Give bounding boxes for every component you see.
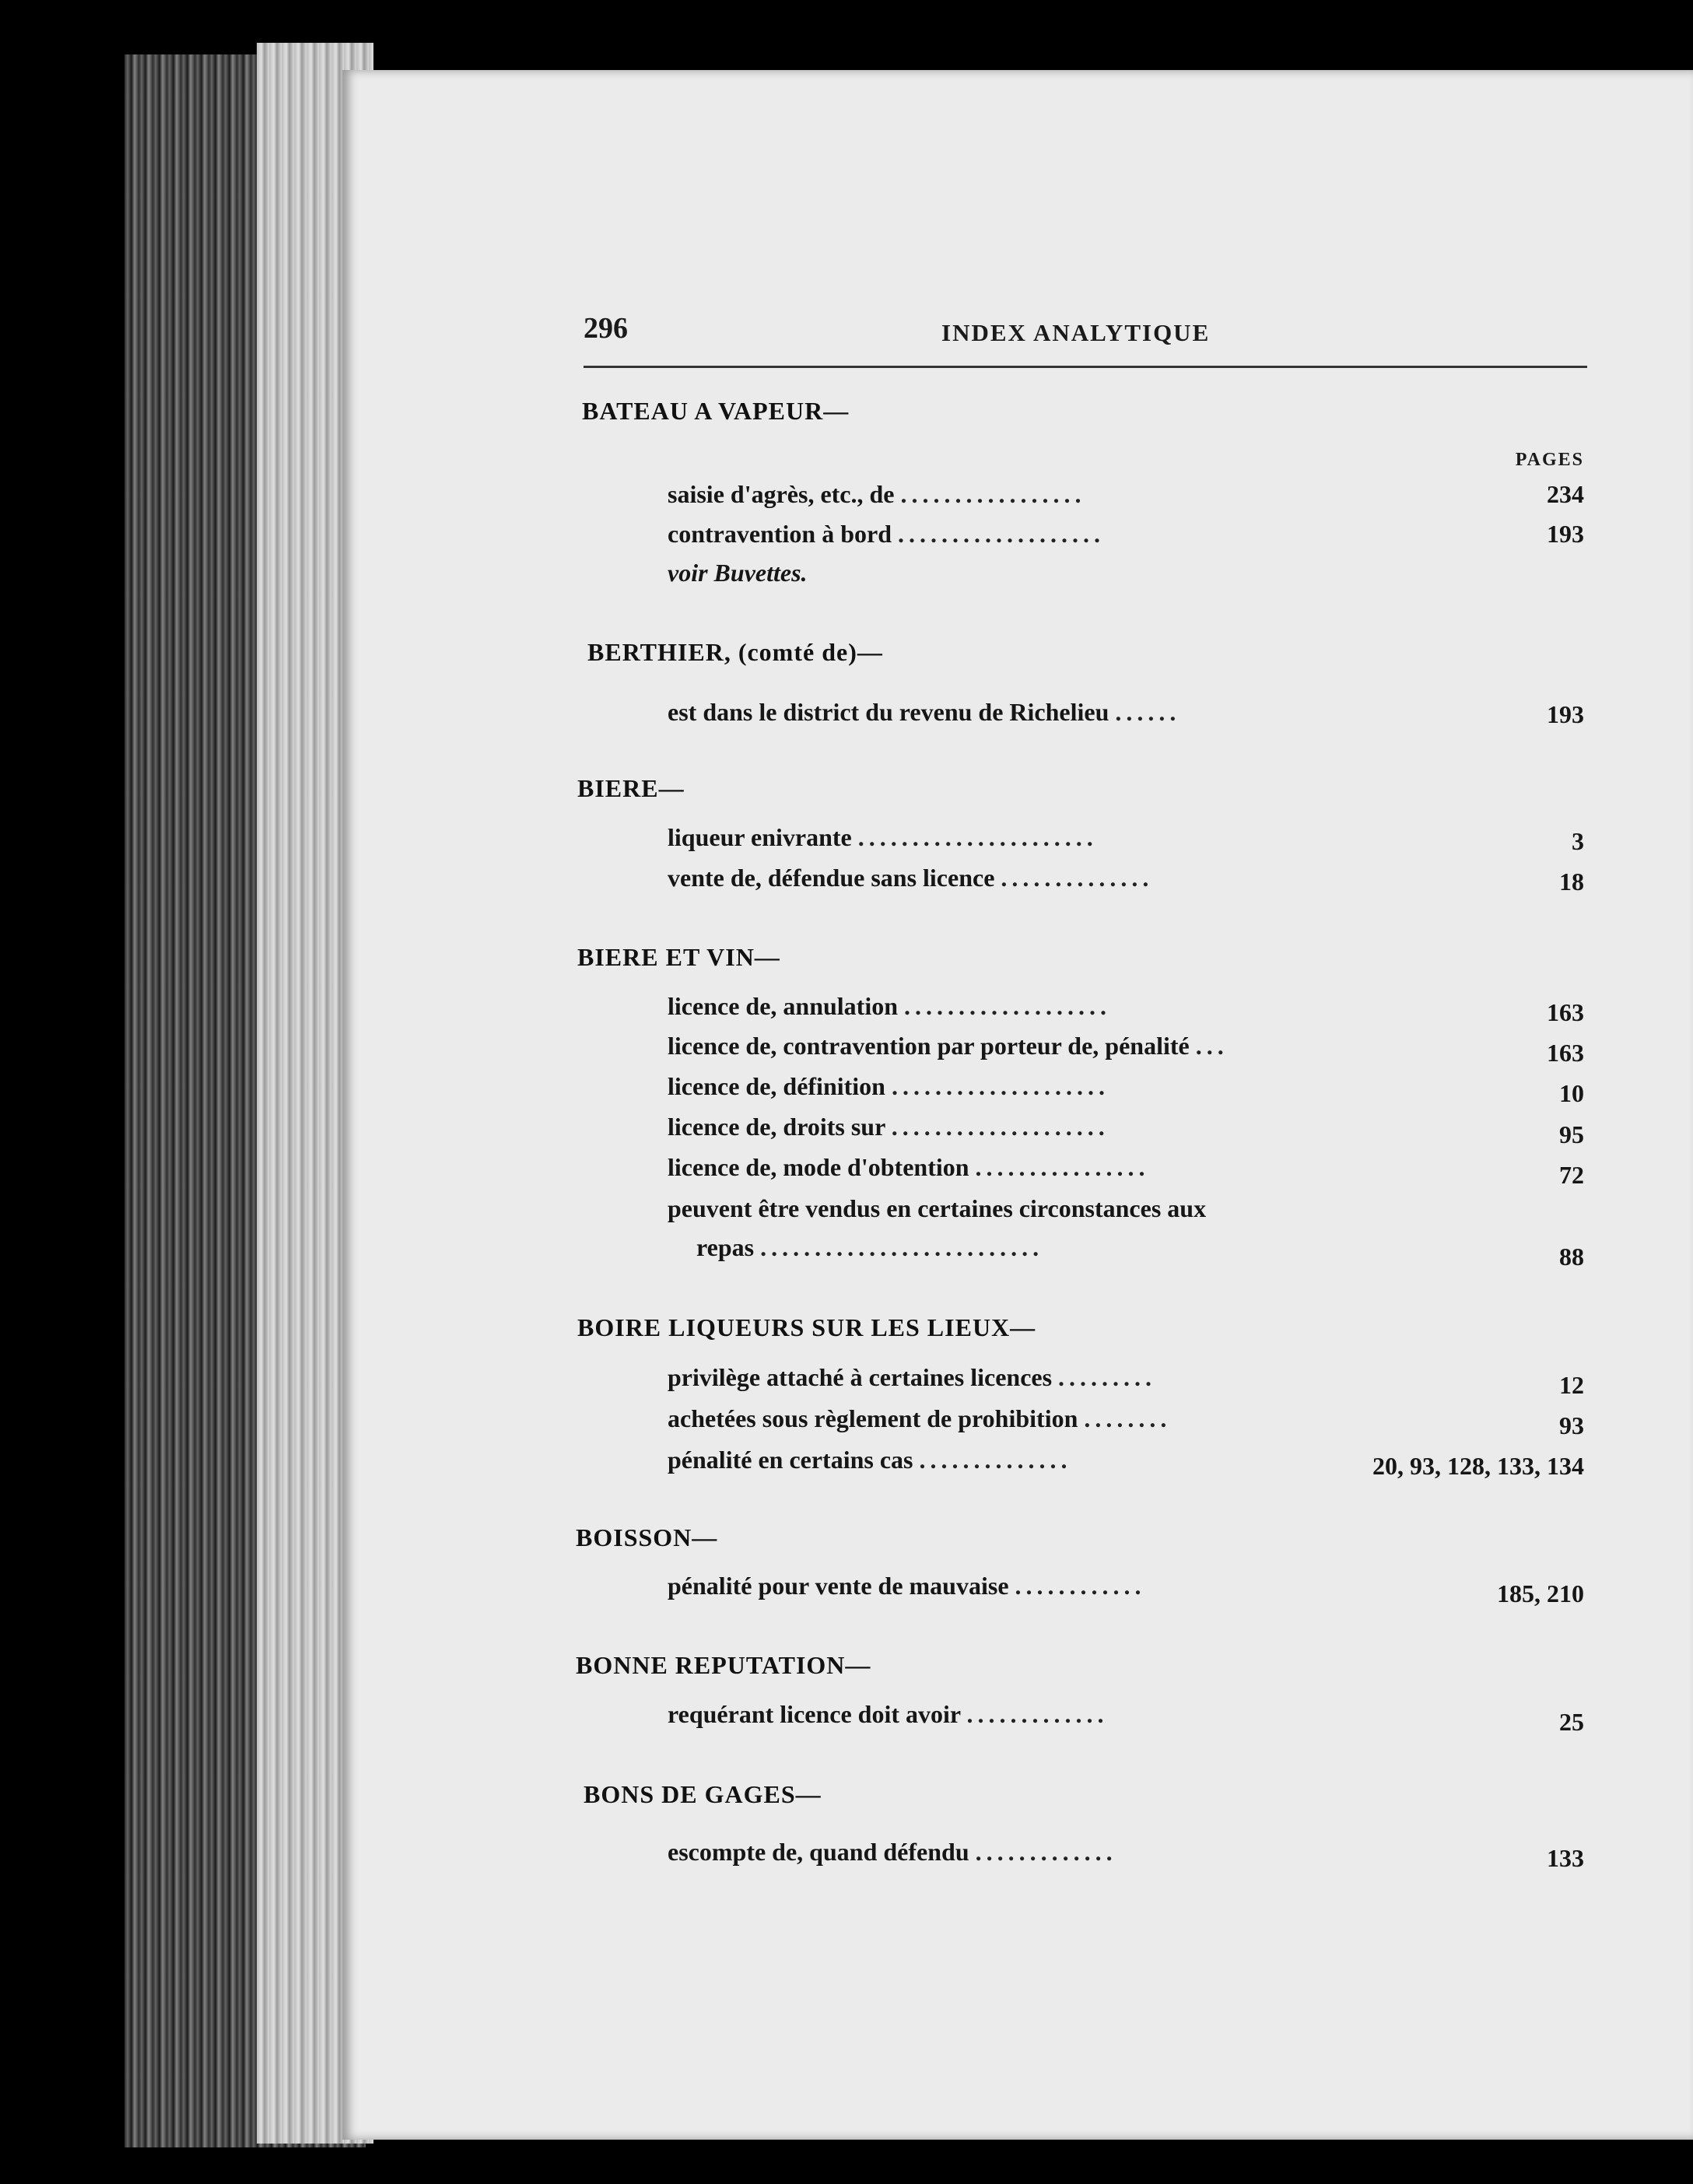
page-reference: 18 — [1559, 868, 1584, 896]
index-entry: vente de, défendue sans licence .............. — [668, 864, 1154, 892]
pages-column-label: PAGES — [1515, 450, 1584, 470]
index-entry: licence de, contravention par porteur de, pénalité ... — [668, 1032, 1229, 1060]
book-page — [342, 70, 1693, 2140]
page-header — [584, 311, 1587, 368]
index-entry: licence de, annulation ................... — [668, 992, 1112, 1020]
page-reference: 185, 210 — [1497, 1579, 1584, 1607]
index-entry: licence de, droits sur .................... — [668, 1113, 1109, 1141]
index-heading: BOISSON— — [576, 1523, 718, 1551]
page-reference: 193 — [1547, 700, 1584, 728]
index-entry: pénalité pour vente de mauvaise ............ — [668, 1572, 1146, 1600]
index-heading: BIERE— — [577, 774, 685, 802]
running-title: INDEX ANALYTIQUE — [941, 319, 1211, 346]
index-heading: BERTHIER, (comté de)— — [587, 638, 883, 666]
page-number: 296 — [584, 312, 628, 345]
page-reference: 163 — [1547, 998, 1584, 1026]
page-reference: 163 — [1547, 1039, 1584, 1067]
page-reference: 88 — [1559, 1243, 1584, 1271]
index-entry: contravention à bord ................... — [668, 520, 1105, 548]
index-heading: BOIRE LIQUEURS SUR LES LIEUX— — [577, 1313, 1036, 1341]
index-entry: voir Buvettes. — [668, 559, 808, 587]
index-entry: liqueur enivrante ...................... — [668, 823, 1098, 851]
index-entry: licence de, mode d'obtention ................ — [668, 1153, 1150, 1181]
index-entry: repas .......................... — [696, 1233, 1044, 1261]
page-reference: 133 — [1547, 1844, 1584, 1872]
page-reference: 20, 93, 128, 133, 134 — [1372, 1452, 1584, 1480]
page-reference: 12 — [1559, 1371, 1584, 1399]
index-entry: est dans le district du revenu de Richelieu ...... — [668, 698, 1181, 726]
index-entry: achetées sous règlement de prohibition ........ — [668, 1404, 1172, 1432]
index-entry: requérant licence doit avoir ............. — [668, 1700, 1109, 1728]
index-entry: escompte de, quand défendu ............. — [668, 1838, 1117, 1866]
index-heading: BIERE ET VIN— — [577, 943, 780, 971]
index-entry: licence de, définition .................... — [668, 1072, 1109, 1100]
page-reference: 10 — [1559, 1079, 1584, 1107]
page-reference: 93 — [1559, 1411, 1584, 1439]
index-entry: pénalité en certains cas .............. — [668, 1446, 1072, 1474]
page-reference: 3 — [1572, 827, 1584, 855]
index-heading: BATEAU A VAPEUR— — [582, 397, 850, 425]
index-entry: peuvent être vendus en certaines circonstances aux — [668, 1194, 1207, 1222]
index-heading: BONS DE GAGES— — [584, 1780, 822, 1808]
page-reference: 234 — [1547, 480, 1584, 508]
page-reference: 193 — [1547, 520, 1584, 548]
index-entry: privilège attaché à certaines licences ......... — [668, 1363, 1157, 1391]
page-reference: 25 — [1559, 1708, 1584, 1736]
page-reference: 95 — [1559, 1120, 1584, 1148]
page-reference: 72 — [1559, 1161, 1584, 1189]
index-entry: saisie d'agrès, etc., de ................. — [668, 480, 1086, 508]
index-heading: BONNE REPUTATION— — [576, 1651, 871, 1679]
